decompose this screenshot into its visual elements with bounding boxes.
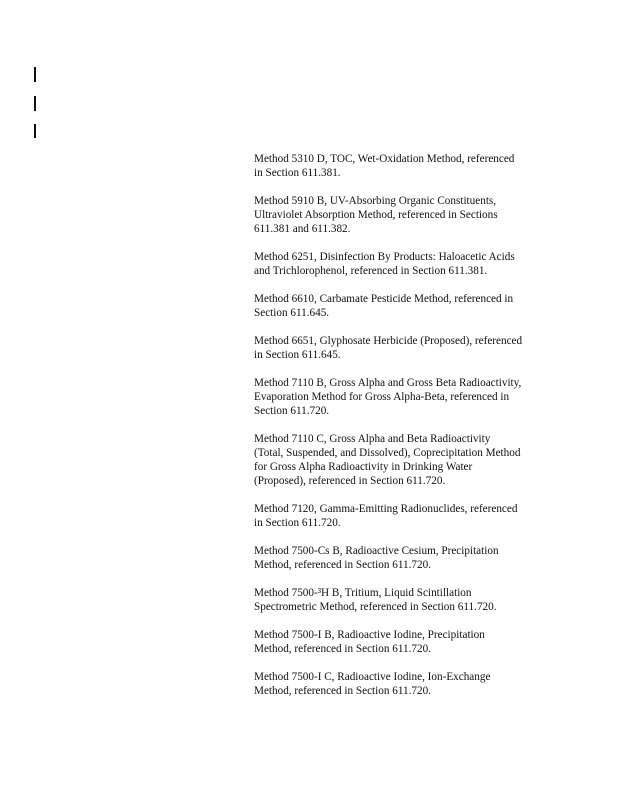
entry-line: Method 7110 B, Gross Alpha and Gross Beta Radioactivity, (254, 377, 522, 389)
entry-line: Method 7110 C, Gross Alpha and Beta Radioactivity (254, 433, 491, 445)
method-entry-7500-3h-b (254, 586, 554, 614)
method-entry-6610 (254, 292, 554, 320)
method-entry-6651 (254, 334, 554, 362)
change-bar-2 (34, 96, 36, 111)
entry-line: (Proposed), referenced in Section 611.720. (254, 475, 446, 487)
entry-line: Method 7500-I C, Radioactive Iodine, Ion-Exchange (254, 671, 491, 683)
entry-line: Method 5310 D, TOC, Wet-Oxidation Method, referenced (254, 153, 515, 165)
entry-line: Method 6610, Carbamate Pesticide Method, referenced in (254, 293, 514, 305)
entry-line: Evaporation Method for Gross Alpha-Beta, referenced in (254, 391, 510, 403)
entry-line: in Section 611.381. (254, 167, 341, 179)
method-entry-6251 (254, 250, 554, 278)
entry-line: Method, referenced in Section 611.720. (254, 559, 431, 571)
entry-line: in Section 611.720. (254, 517, 341, 529)
entry-line: Method 7500-Cs B, Radioactive Cesium, Precipitation (254, 545, 499, 557)
method-entry-7120 (254, 502, 554, 530)
entry-line: 611.381 and 611.382. (254, 223, 351, 235)
entry-line: Section 611.645. (254, 307, 330, 319)
method-entry-7500-cs-b (254, 544, 554, 572)
method-entry-5310d (254, 152, 554, 180)
entry-line: (Total, Suspended, and Dissolved), Coprecipitation Method (254, 447, 521, 459)
method-entry-5910b (254, 194, 554, 236)
method-entry-7500-i-b (254, 628, 554, 656)
entry-line: for Gross Alpha Radioactivity in Drinking Water (254, 461, 473, 473)
method-reference-list (254, 152, 554, 712)
change-bar-1 (34, 67, 36, 82)
method-entry-7110b (254, 376, 554, 418)
entry-line: Method 7120, Gamma-Emitting Radionuclides, referenced (254, 503, 518, 515)
entry-line: Method 7500-I B, Radioactive Iodine, Precipitation (254, 629, 485, 641)
entry-line: Method 5910 B, UV-Absorbing Organic Constituents, (254, 195, 497, 207)
entry-line: Section 611.720. (254, 405, 330, 417)
entry-line: Method 6251, Disinfection By Products: Haloacetic Acids (254, 251, 515, 263)
method-entry-7500-i-c (254, 670, 554, 698)
entry-line: Ultraviolet Absorption Method, referenced in Sections (254, 209, 498, 221)
method-entry-7110c (254, 432, 554, 488)
entry-line: Method, referenced in Section 611.720. (254, 643, 431, 655)
entry-line: Method 7500-³H B, Tritium, Liquid Scintillation (254, 587, 472, 599)
entry-line: and Trichlorophenol, referenced in Section 611.381. (254, 265, 488, 277)
entry-line: in Section 611.645. (254, 349, 341, 361)
entry-line: Method, referenced in Section 611.720. (254, 685, 431, 697)
change-bar-3 (34, 124, 36, 138)
entry-line: Spectrometric Method, referenced in Section 611.720. (254, 601, 497, 613)
entry-line: Method 6651, Glyphosate Herbicide (Proposed), referenced (254, 335, 523, 347)
